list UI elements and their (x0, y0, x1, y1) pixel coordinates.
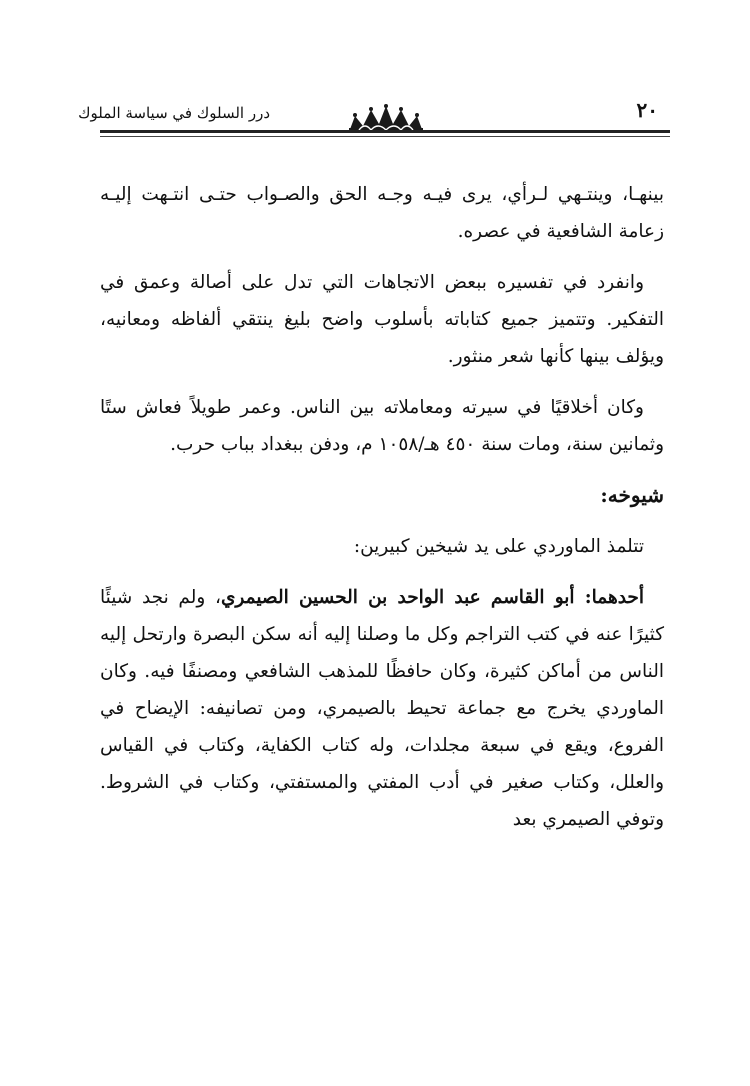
paragraph-2: وانفرد في تفسيره ببعض الاتجاهات التي تدل على أصالة وعمق في التفكير. وتتميز جميع كتاباته بأسلوب واضح بليغ ينتقي ألفاظه ومعانيه، ويؤلف بينها كأنها شعر منثور. (100, 272, 664, 367)
paragraph-3: وكان أخلاقيًا في سيرته ومعاملاته بين الناس. وعمر طويلاً فعاش ستًا وثمانين سنة، ومات سنة ٤٥٠ هـ/١٠٥٨ م، ودفن ببغداد بباب حرب. (100, 397, 664, 455)
paragraph-5-text: ، ولم نجد شيئًا كثيرًا عنه في كتب التراجم وكل ما وصلنا إليه أنه سكن البصرة وارتحل إليه الناس من أماكن كثيرة، وكان حافظًا للمذهب الشافعي ومصنفًا فيه. وكان الماوردي يخرج مع جماعة تحيط بالصيمري، ومن تصانيفه: الإيضاح في الفروع، ويقع في سبعة مجلدات، وله كتاب الكفاية، وكتاب في القياس والعلل، وكتاب صغير في أدب المفتي والمستفتي، وكتاب في الشروط. وتوفي الصيمري بعد (100, 587, 664, 830)
running-title: درر السلوك في سياسة الملوك (78, 104, 270, 122)
section-heading: شيوخه: (600, 483, 664, 507)
page-body (100, 176, 664, 852)
paragraph-4: تتلمذ الماوردي على يد شيخين كبيرين: (353, 536, 644, 557)
header-rule-thin (100, 136, 670, 137)
page-number: ٢٠ (636, 98, 658, 122)
paragraph-1: بينهـا، وينتـهي لـرأي، يرى فيـه وجـه الحق والصـواب حتـى انتـهت إليـه زعامة الشافعية في عصره. (100, 184, 664, 242)
teacher-name: أحدهما: أبو القاسم عبد الواحد بن الحسين الصيمري (220, 587, 644, 608)
header-rule-thick (100, 130, 670, 133)
paragraph-5 (100, 579, 664, 838)
page-header (78, 98, 670, 144)
